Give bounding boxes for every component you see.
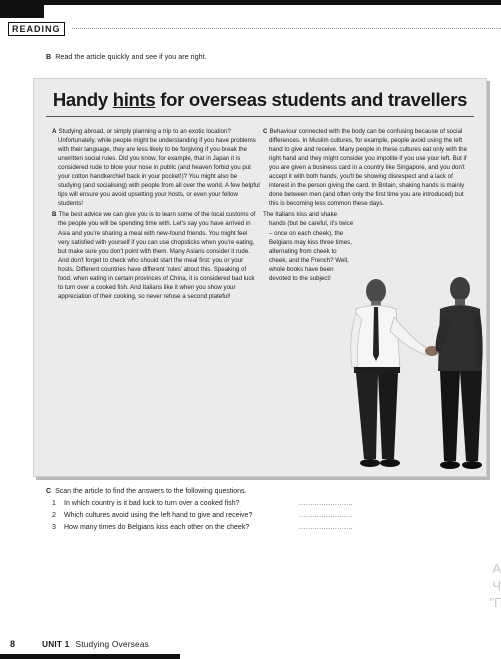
paragraph-a-letter: A	[52, 128, 57, 135]
section-label: READING	[8, 22, 65, 36]
title-rule	[46, 116, 474, 117]
question-row	[46, 500, 466, 512]
article-column-right	[263, 127, 471, 285]
unit-number: UNIT 1	[42, 639, 70, 649]
questions-instruction	[46, 488, 466, 495]
article-title-part3: for overseas students and travellers	[155, 89, 468, 110]
page-number: 8	[10, 639, 16, 649]
article-box	[33, 78, 487, 477]
edge-glyph: Ч	[492, 578, 501, 593]
paragraph-c-continuation: The Italians kiss and shake hands (but be careful, it's twice – once on each cheek), the Belgians may kiss three times, alternating from cheek to cheek, and the French? Well, whole books have been devoted to the subject!	[263, 211, 354, 282]
footer-rule	[0, 654, 180, 659]
questions-letter: C	[46, 488, 52, 495]
answer-blank[interactable]: ........................	[299, 512, 353, 519]
question-row	[46, 512, 466, 524]
edge-text	[487, 560, 501, 611]
paragraph-b	[52, 210, 260, 300]
handshake-photo	[334, 269, 484, 474]
question-number: 2	[52, 512, 56, 519]
header-rule	[72, 28, 501, 29]
answer-blank[interactable]: ........................	[299, 500, 353, 507]
paragraph-b-text: The best advice we can give you is to learn some of the local customs of the people you will be spending time with. Let's say you have arrived in Asia and you're sharing a meal with new-found friends. You might feel very satisfied with yourself if you can use chopsticks when you're eating, but make sure you don't point with them. Many Asians consider it rude. And don't forget to check who should start the meal first: you or your hosts. Different countries have different 'rules' about this. Speaking of food, when eating in certain provinces of China, it is considered bad luck to turn over a cooked fish. And Italians like it when you show your appreciation of their cooking, so never refuse a second plateful!	[58, 211, 256, 300]
article-title	[46, 89, 474, 111]
paragraph-a-text: Studying abroad, or simply planning a trip to an exotic location? Unfortunately, while people might be understanding if you have problems with their language, they are less likely to be forgiving if you break the unwritten social rules. Did you know, for example, that in Japan it is considered rude to blow your nose in public (and heaven forbid you put your cotton handkerchief back in your pocket!)? You might also be studying (and socialising) with people from all over the world. A few helpful tips will ensure you avoid upsetting your hosts, or even your fellow students!	[58, 128, 260, 208]
section-tab	[0, 0, 44, 18]
question-number: 3	[52, 524, 56, 531]
question-number: 1	[52, 500, 56, 507]
page-footer	[0, 625, 501, 659]
question-text: In which country is it bad luck to turn over a cooked fish?	[64, 500, 240, 507]
article-column-left	[52, 127, 260, 303]
answer-blank[interactable]: ........................	[299, 524, 353, 531]
unit-title: Studying Overseas	[75, 639, 149, 649]
paragraph-c	[263, 127, 471, 208]
edge-glyph: "Г	[489, 595, 501, 610]
instruction-b	[46, 52, 207, 61]
paragraph-b-letter: B	[52, 211, 57, 219]
man-right-figure	[436, 277, 483, 469]
question-text: Which cultures avoid using the left hand to give and receive?	[64, 512, 253, 519]
scan-questions	[46, 488, 466, 536]
article-title-part1: Handy	[52, 89, 113, 110]
paragraph-c-text: Behaviour connected with the body can be confusing because of social differences. In Muslim cultures, for example, people avoid using the left hand to give and receive. Many people in these cultures eat only with the right hand and they might consider you impolite if you use your left. But if you are given a business card in a country like Singapore, and you don't accept it with both hands, you'll be showing disrespect and a lack of interest in the person giving the card. In Britain, shaking hands is mainly done between men (and often only the first time you are introduced) but this is becoming less common these days.	[269, 128, 467, 208]
paragraph-a	[52, 127, 260, 208]
instruction-b-text: Read the article quickly and see if you are right.	[55, 52, 207, 61]
paragraph-c-letter: C	[263, 128, 268, 135]
edge-glyph: А	[492, 561, 501, 576]
unit-label	[42, 639, 149, 649]
question-text: How many times do Belgians kiss each other on the cheek?	[64, 524, 250, 531]
questions-instruction-text: Scan the article to find the answers to the following questions.	[55, 488, 247, 495]
article-title-part2: hints	[112, 89, 156, 110]
man-left-figure	[351, 279, 428, 467]
question-row	[46, 524, 466, 536]
top-bar	[0, 0, 501, 5]
instruction-b-letter: B	[46, 52, 52, 61]
